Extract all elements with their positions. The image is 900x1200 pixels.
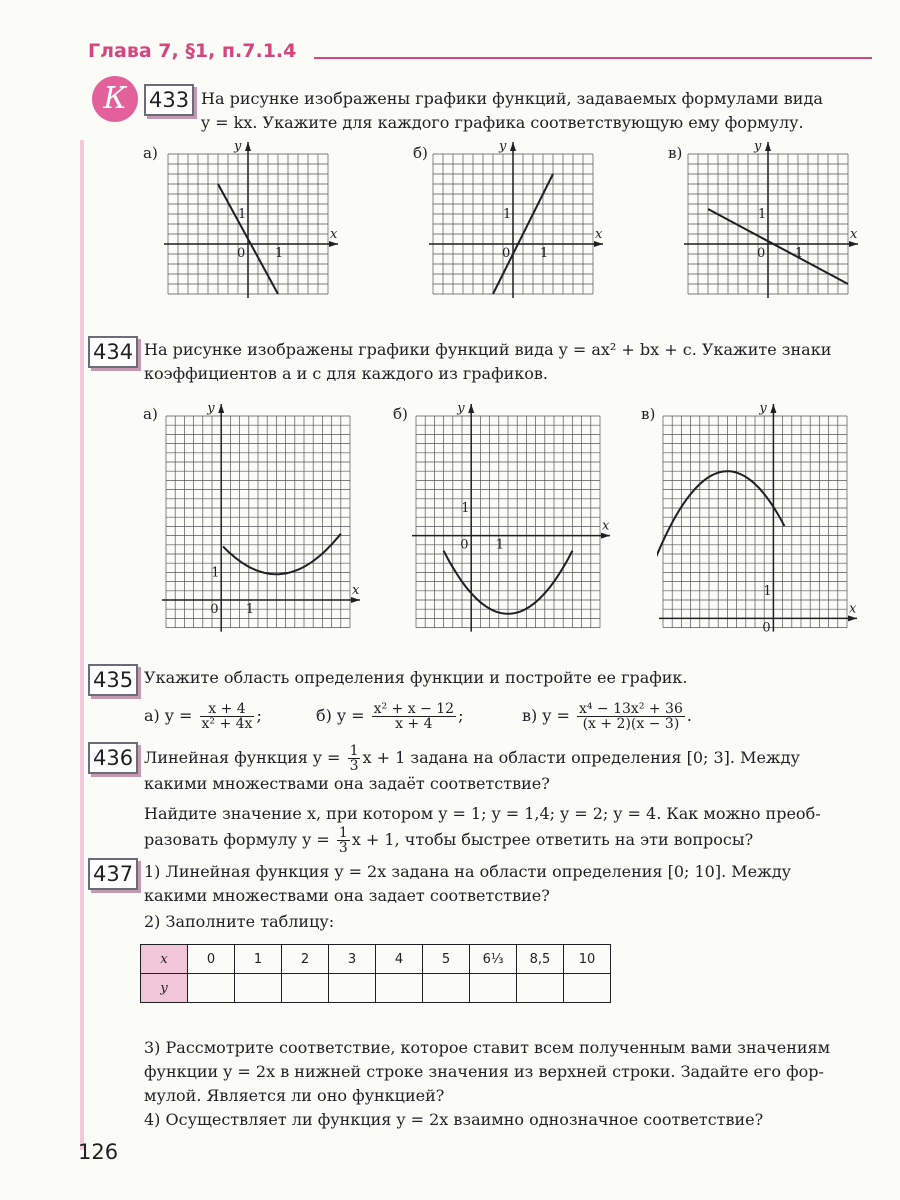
problem-433-line1: На рисунке изображены графики функций, задаваемых формулами вида [201, 89, 823, 108]
origin-label: 0 [762, 620, 771, 636]
x-axis-label: x [849, 601, 857, 617]
table-header-x: x [141, 945, 188, 974]
y-axis-label: y [754, 140, 762, 154]
x-axis-label: x [850, 227, 858, 242]
problem-437-line3: 2) Заполните таблицу: [144, 912, 335, 931]
problem-437-line4: 3) Рассмотрите соответствие, которое ставит всем полученным вами значениям [144, 1038, 831, 1057]
problem-435-line1: Укажите область определения функции и постройте ее график. [144, 668, 688, 687]
graph-434-a-label: а) [143, 405, 158, 423]
y-unit-label: 1 [763, 583, 772, 599]
frac-435-a-den: x² + 4x [201, 716, 253, 732]
table-cell-empty[interactable] [517, 974, 564, 1003]
y-axis-arrow-icon [770, 404, 776, 413]
y-axis-arrow-icon [510, 142, 516, 151]
problem-435-a: а) y = $\frac{x + 4}{\text{x² + 4x}}$ ; [144, 701, 262, 732]
table-cell-empty[interactable] [376, 974, 423, 1003]
problem-435-b: б) y = $\frac{\text{x² + x − 12}}{x + 4}$ ; [316, 701, 464, 732]
table-row-x [141, 945, 611, 974]
frac-435-c-den: (x + 2)(x − 3) [582, 716, 680, 732]
table-cell-empty[interactable] [188, 974, 235, 1003]
problem-436-line4: разовать формулу y = $\frac{1}{3}$ x + 1, чтобы быстрее ответить на эти вопросы? [144, 825, 754, 856]
values-table [140, 944, 611, 1003]
table-cell-empty[interactable] [423, 974, 470, 1003]
table-cell-empty[interactable] [282, 974, 329, 1003]
origin-label: 0 [237, 246, 246, 261]
frac-435-c-num: x⁴ − 13x² + 36 [578, 701, 683, 717]
problem-435-c: в) y = $\frac{\text{x⁴ − 13x² + 36}}{(x + 2)(x - 3)}$ . [522, 701, 692, 732]
frac-435-a-num: x + 4 [200, 702, 255, 717]
table-header-y: y [141, 974, 188, 1003]
problem-433-line2: y = kx. Укажите для каждого графика соответствующую ему формулу. [201, 113, 804, 132]
y-axis-label: y [457, 401, 465, 416]
page-number: 126 [78, 1140, 119, 1164]
y-axis-label: y [207, 401, 215, 416]
x-axis-label: x [595, 227, 603, 242]
table-cell: 1 [235, 945, 282, 974]
frac-435-b-den: x + 4 [395, 716, 433, 732]
graph-433-c [680, 140, 870, 305]
origin-label: 0 [210, 602, 219, 617]
table-cell-empty[interactable] [470, 974, 517, 1003]
k-badge-icon: К [92, 76, 138, 122]
graph-433-c-label: в) [668, 144, 683, 162]
table-cell: 8,5 [517, 945, 564, 974]
y-axis-label: y [234, 140, 242, 154]
x-unit-label: 1 [795, 246, 804, 261]
y-unit-label: 1 [758, 207, 767, 222]
y-axis-label: y [499, 140, 507, 154]
problem-437-number: 437 [88, 858, 138, 890]
table-cell: 6⅓ [470, 945, 517, 974]
frac-435-b-num: x² + x − 12 [373, 701, 455, 717]
y-axis-arrow-icon [218, 404, 224, 413]
graph-433-b-label: б) [413, 144, 428, 162]
graph-434-b [410, 398, 625, 650]
y-unit-label: 1 [238, 207, 247, 222]
table-cell: 2 [282, 945, 329, 974]
table-cell: 0 [188, 945, 235, 974]
table-cell-empty[interactable] [235, 974, 282, 1003]
table-row-y [141, 974, 611, 1003]
problem-436-line2: какими множествами она задаёт соответствие? [144, 774, 550, 793]
problem-434-line2: коэффициентов a и c для каждого из графиков. [144, 364, 548, 383]
header-rule [314, 57, 872, 59]
origin-label: 0 [757, 246, 766, 261]
y-unit-label: 1 [503, 207, 512, 222]
graph-433-a [160, 140, 345, 305]
chapter-header: Глава 7, §1, п.7.1.4 [88, 40, 297, 62]
table-cell-empty[interactable] [564, 974, 611, 1003]
problem-433-number: 433 [144, 84, 194, 116]
problem-434-line1: На рисунке изображены графики функций вида y = ax² + bx + c. Укажите знаки [144, 340, 832, 359]
table-cell: 3 [329, 945, 376, 974]
graph-434-a [160, 398, 375, 650]
graph-434-b-label: б) [393, 405, 408, 423]
table-cell: 4 [376, 945, 423, 974]
problem-436-line1: Линейная функция y = $\frac{1}{3}$ x + 1 задана на области определения [0; 3]. Между [144, 743, 800, 774]
y-axis-arrow-icon [468, 404, 474, 413]
origin-label: 0 [460, 537, 469, 553]
table-cell: 5 [423, 945, 470, 974]
y-axis-arrow-icon [245, 142, 251, 151]
problem-434-number: 434 [88, 336, 138, 368]
problem-435-number: 435 [88, 664, 138, 696]
x-unit-label: 1 [495, 537, 505, 553]
y-axis-arrow-icon [765, 142, 771, 151]
problem-437-line7: 4) Осуществляет ли функция y = 2x взаимно однозначное соответствие? [144, 1110, 764, 1129]
graph-434-c-label: в) [641, 405, 656, 423]
graph-433-a-label: а) [143, 144, 158, 162]
x-axis-label: x [352, 583, 360, 598]
y-unit-label: 1 [211, 565, 220, 581]
table-cell: 10 [564, 945, 611, 974]
margin-rule [80, 140, 84, 1150]
origin-label: 0 [502, 246, 511, 261]
problem-437-line1: 1) Линейная функция y = 2x задана на области определения [0; 10]. Между [144, 862, 792, 881]
x-unit-label: 1 [540, 246, 549, 261]
y-unit-label: 1 [461, 501, 470, 516]
problem-437-line5: функции y = 2x в нижней строке значения из верхней строки. Задайте его фор- [144, 1062, 824, 1081]
x-unit-label: 1 [275, 246, 284, 261]
graph-433-b [425, 140, 615, 305]
problem-437-line2: какими множествами она задает соответствие? [144, 886, 550, 905]
x-axis-label: x [602, 518, 610, 534]
problem-437-line6: мулой. Является ли оно функцией? [144, 1086, 445, 1105]
x-axis-label: x [330, 227, 338, 242]
problem-436-line3: Найдите значение x, при котором y = 1; y = 1,4; y = 2; y = 4. Как можно преоб- [144, 804, 821, 823]
x-unit-label: 1 [245, 602, 255, 617]
graph-434-c [657, 398, 872, 650]
table-cell-empty[interactable] [329, 974, 376, 1003]
y-axis-label: y [759, 401, 767, 416]
problem-436-number: 436 [88, 742, 138, 774]
